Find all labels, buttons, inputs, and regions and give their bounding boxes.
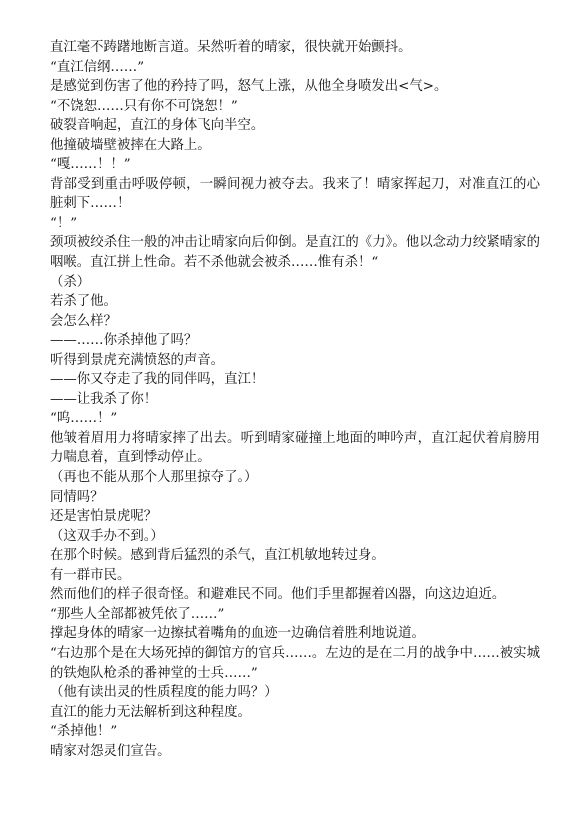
paragraph: 撑起身体的晴家一边擦拭着嘴角的血迹一边确信着胜利地说道。 bbox=[50, 626, 425, 642]
paragraph: 背部受到重击呼吸停顿，一瞬间视力被夺去。我来了！晴家挥起刀，对准直江的心脏刺下……！ bbox=[50, 176, 540, 212]
paragraph: “呜……！” bbox=[50, 411, 118, 427]
paragraph: 他撞破墙壁被摔在大路上。 bbox=[50, 137, 211, 153]
paragraph: 破裂音响起，直江的身体飞向半空。 bbox=[50, 118, 265, 134]
document-page bbox=[50, 38, 540, 761]
paragraph: 在那个时候。感到背后猛烈的杀气，直江机敏地转过身。 bbox=[50, 548, 385, 564]
paragraph: 听得到景虎充满愤怒的声音。 bbox=[50, 352, 225, 368]
paragraph: “那些人全部都被凭依了……” bbox=[50, 606, 225, 622]
paragraph: （杀） bbox=[50, 274, 91, 290]
paragraph: “右边那个是在大场死掉的御馆方的官兵……。左边的是在二月的战争中……被实城的铁炮队枪杀的番神堂的士兵……” bbox=[50, 645, 540, 681]
paragraph: （再也不能从那个人那里掠夺了。） bbox=[50, 470, 258, 486]
paragraph: ——你又夺走了我的同伴吗，直江！ bbox=[50, 372, 265, 388]
paragraph: “直江信纲……” bbox=[50, 59, 145, 75]
paragraph: 有一群市民。 bbox=[50, 567, 131, 583]
paragraph: “杀掉他！” bbox=[50, 724, 118, 740]
paragraph: ——……你杀掉他了吗？ bbox=[50, 333, 198, 349]
paragraph: 是感觉到伤害了他的矜持了吗，怒气上涨，从他全身喷发出<气>。 bbox=[50, 79, 448, 95]
paragraph: “嘎……！！” bbox=[50, 157, 131, 173]
paragraph: “！” bbox=[50, 215, 78, 231]
paragraph: 他皱着眉用力将晴家摔了出去。听到晴家碰撞上地面的呻吟声，直江起伏着肩膀用力喘息着，直到悸动停止。 bbox=[50, 430, 540, 466]
paragraph: 晴家对怨灵们宣告。 bbox=[50, 743, 171, 759]
paragraph: 直江毫不踌躇地断言道。呆然听着的晴家，很快就开始颤抖。 bbox=[50, 40, 412, 55]
paragraph: （这双手办不到。） bbox=[50, 528, 164, 544]
paragraph: 还是害怕景虎呢？ bbox=[50, 509, 158, 525]
paragraph: 颈项被绞杀住一般的冲击让晴家向后仰倒。是直江的《力》。他以念动力绞紧晴家的咽喉。直江拼上性命。若不杀他就会被杀……惟有杀！“ bbox=[50, 235, 540, 271]
paragraph: （他有读出灵的性质程度的能力吗？） bbox=[50, 685, 278, 701]
paragraph: 直江的能力无法解析到这种程度。 bbox=[50, 704, 251, 720]
paragraph: “不饶恕……只有你不可饶恕！” bbox=[50, 98, 238, 114]
paragraph: 若杀了他。 bbox=[50, 294, 117, 310]
paragraph: 同情吗？ bbox=[50, 489, 104, 505]
paragraph: 会怎么样？ bbox=[50, 313, 117, 329]
paragraph: ——让我杀了你！ bbox=[50, 391, 158, 407]
paragraph: 然而他们的样子很奇怪。和避难民不同。他们手里都握着凶器，向这边迫近。 bbox=[50, 587, 506, 603]
